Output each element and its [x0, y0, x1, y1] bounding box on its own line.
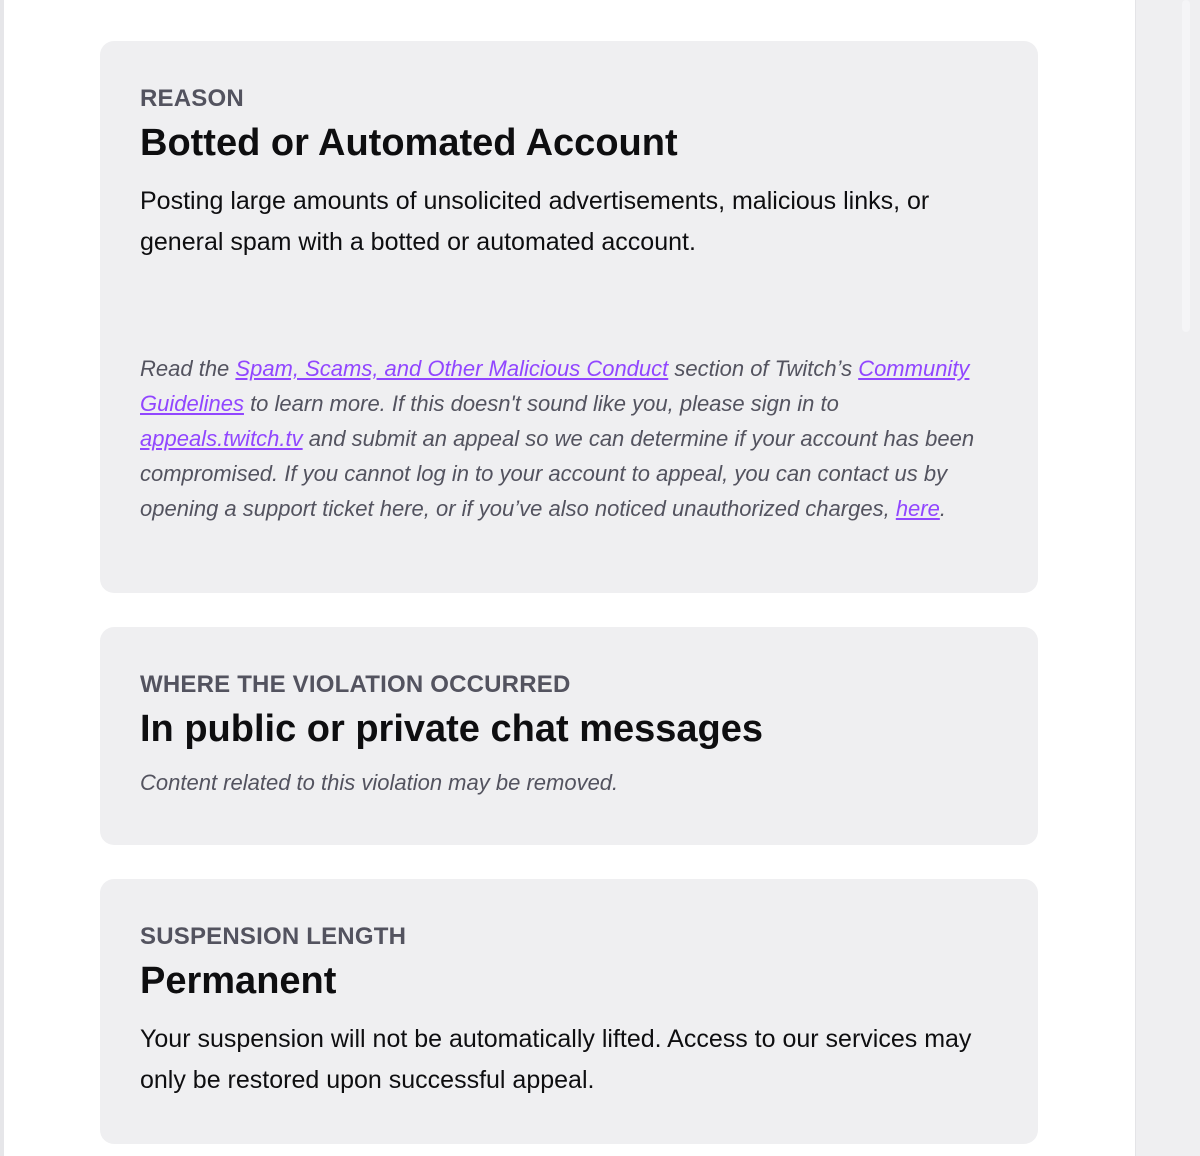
scrollbar-track[interactable] [1135, 0, 1200, 1156]
violation-location-card [100, 627, 1038, 845]
reason-card [100, 41, 1038, 593]
community-guidelines-link[interactable]: Community Guidelines [140, 356, 970, 416]
note-text-4: and submit an appeal so we can determine if your account has been compromised. If you cannot log in to your account to appeal, you can contact us by opening a support ticket here, or if you’ve also noticed unauthorized charges, [140, 426, 975, 521]
note-text-5: . [939, 496, 946, 521]
appeals-twitch-link[interactable]: appeals.twitch.tv [140, 426, 303, 451]
note-text-2: section of Twitch’s [668, 356, 859, 381]
length-eyebrow: SUSPENSION LENGTH [140, 923, 407, 950]
note-text-3: to learn more. If this doesn't sound like you, please sign in to [243, 391, 839, 416]
note-text-1: Read the [140, 356, 236, 381]
reason-title: Botted or Automated Account [140, 122, 678, 164]
reason-eyebrow: REASON [140, 85, 244, 112]
suspension-length-card [100, 879, 1038, 1144]
window-left-edge [0, 0, 4, 1156]
where-title: In public or private chat messages [140, 708, 763, 750]
where-eyebrow: WHERE THE VIOLATION OCCURRED [140, 671, 571, 698]
length-title: Permanent [140, 960, 337, 1002]
length-description: Your suspension will not be automatically lifted. Access to our services may only be restored upon successful appeal. [140, 1025, 972, 1094]
scrollbar-thumb[interactable] [1182, 0, 1190, 332]
reason-help-note [140, 351, 1002, 526]
where-note: Content related to this violation may be removed. [140, 770, 619, 795]
reason-description: Posting large amounts of unsolicited advertisements, malicious links, or general spam with a botted or automated account. [140, 187, 930, 256]
unauthorized-charges-link[interactable]: here [895, 496, 940, 521]
spam-scams-guidelines-link[interactable]: Spam, Scams, and Other Malicious Conduct [235, 356, 669, 381]
